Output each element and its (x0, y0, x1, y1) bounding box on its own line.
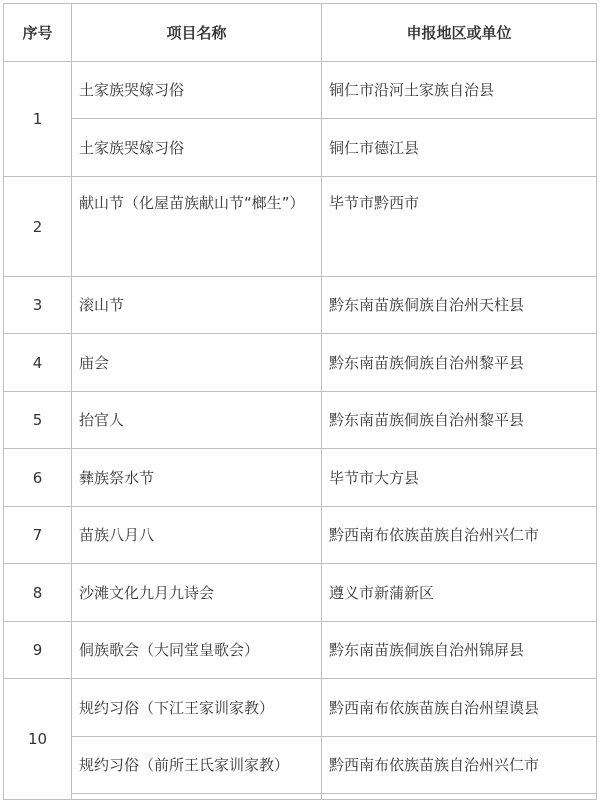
heritage-list-table (3, 3, 597, 800)
row-number: 5 (4, 392, 72, 449)
region-cell: 黔西南布依族苗族自治州兴仁市 (322, 507, 597, 564)
row-number: 4 (4, 334, 72, 392)
table-row (4, 507, 597, 564)
table-row (4, 737, 597, 794)
region-cell: 黔东南苗族侗族自治州黎平县 (322, 334, 597, 392)
empty-cell (72, 794, 322, 800)
column-header-index: 序号 (4, 4, 72, 62)
project-name-cell: 庙会 (72, 334, 322, 392)
region-cell: 黔东南苗族侗族自治州锦屏县 (322, 622, 597, 679)
column-header-region: 申报地区或单位 (322, 4, 597, 62)
row-number: 10 (4, 679, 72, 800)
region-cell: 铜仁市德江县 (322, 119, 597, 177)
region-cell: 黔西南布依族苗族自治州兴仁市 (322, 737, 597, 794)
project-name-cell: 沙滩文化九月九诗会 (72, 564, 322, 622)
project-name-cell: 规约习俗（下江王家训家教） (72, 679, 322, 737)
table-row (4, 277, 597, 334)
table-row-cutoff (4, 794, 597, 800)
project-name-cell: 规约习俗（前所王氏家训家教） (72, 737, 322, 794)
table-row (4, 622, 597, 679)
table-header-row (4, 4, 597, 62)
region-cell: 黔西南布依族苗族自治州望谟县 (322, 679, 597, 737)
empty-cell (322, 794, 597, 800)
row-number: 3 (4, 277, 72, 334)
table-row (4, 177, 597, 277)
project-name-cell: 土家族哭嫁习俗 (72, 62, 322, 119)
project-name-cell: 苗族八月八 (72, 507, 322, 564)
row-number: 2 (4, 177, 72, 277)
table-row (4, 119, 597, 177)
column-header-name: 项目名称 (72, 4, 322, 62)
region-cell: 遵义市新蒲新区 (322, 564, 597, 622)
project-name-cell: 彝族祭水节 (72, 449, 322, 507)
table-row (4, 392, 597, 449)
project-name-cell: 滚山节 (72, 277, 322, 334)
project-name-cell: 抬官人 (72, 392, 322, 449)
region-cell: 毕节市黔西市 (322, 177, 597, 277)
row-number: 9 (4, 622, 72, 679)
region-cell: 黔东南苗族侗族自治州黎平县 (322, 392, 597, 449)
row-number: 1 (4, 62, 72, 177)
project-name-cell: 土家族哭嫁习俗 (72, 119, 322, 177)
table-row (4, 564, 597, 622)
row-number: 7 (4, 507, 72, 564)
row-number: 6 (4, 449, 72, 507)
project-name-cell: 侗族歌会（大同堂皇歌会） (72, 622, 322, 679)
table-row (4, 679, 597, 737)
table-row (4, 334, 597, 392)
table-row (4, 62, 597, 119)
table-row (4, 449, 597, 507)
region-cell: 铜仁市沿河土家族自治县 (322, 62, 597, 119)
region-cell: 黔东南苗族侗族自治州天柱县 (322, 277, 597, 334)
project-name-cell: 献山节（化屋苗族献山节“榔生”） (72, 177, 322, 277)
region-cell: 毕节市大方县 (322, 449, 597, 507)
row-number: 8 (4, 564, 72, 622)
